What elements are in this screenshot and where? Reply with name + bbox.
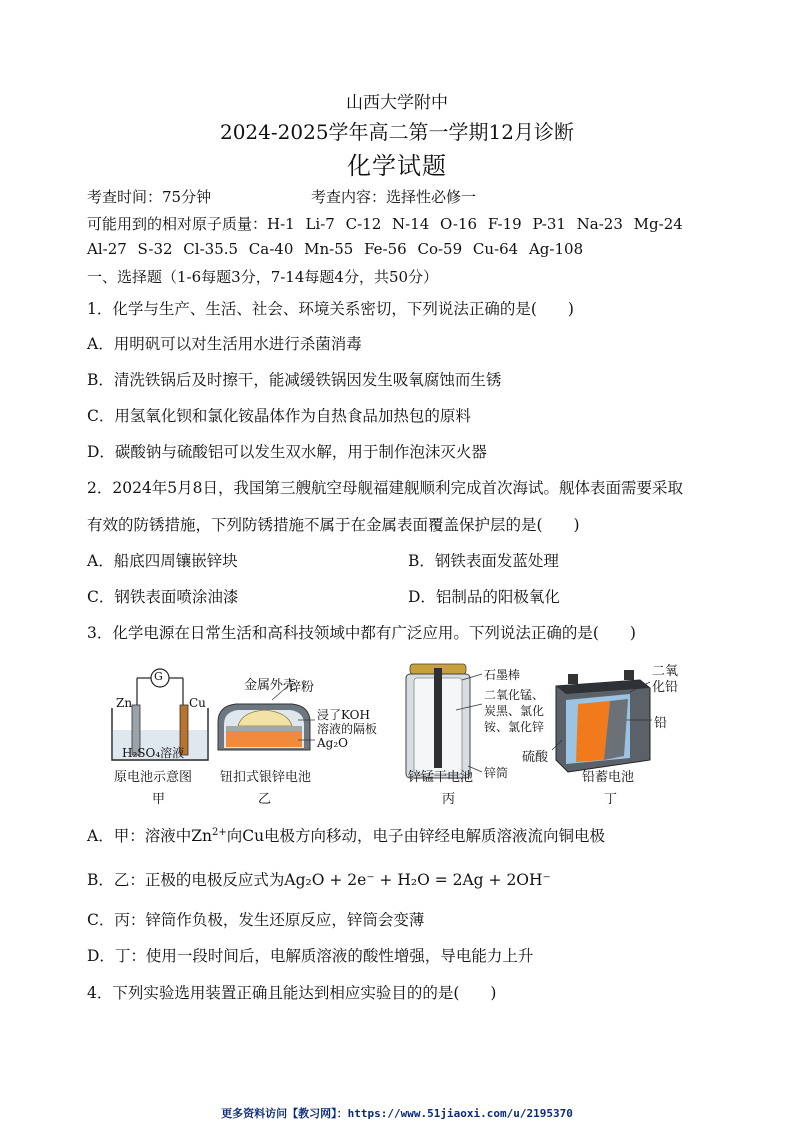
q1-stem: 1．化学与生产、生活、社会、环境关系密切，下列说法正确的是( ) (87, 300, 574, 318)
zn-electrode-label: Zn (116, 696, 133, 710)
q1-option-d: D．碳酸钠与硫酸铝可以发生双水解，用于制作泡沫灭火器 (87, 443, 487, 461)
cu-electrode-label: Cu (189, 696, 206, 710)
paste-label-line3: 铵、氯化锌 (484, 720, 545, 734)
graphite-rod-label: 石墨棒 (484, 668, 521, 682)
paste-label-line2: 炭黑、氯化 (484, 704, 545, 718)
tag-yi: 乙 (258, 792, 272, 807)
tag-bing: 丙 (442, 792, 456, 807)
footer-link[interactable]: 更多资料访问【教习网】：https://www.51jiaoxi.com/u/2195370 (221, 1107, 573, 1120)
pbo2-label-line2: 化铅 (652, 680, 679, 695)
exam-time: 考查时间：75分钟 (87, 188, 212, 206)
q2-option-c: C．钢铁表面喷涂油漆 (87, 588, 239, 606)
galvanometer-label: G (154, 670, 163, 683)
button-cell-diagram (218, 686, 315, 750)
caption-ding: 铅蓄电池 (582, 770, 635, 785)
h2so4-solution-label: H₂SO₄溶液 (122, 746, 185, 760)
electrode-equation: Ag₂O + 2e⁻ + H₂O = 2Ag + 2OH⁻ (284, 871, 551, 889)
school-name: 山西大学附中 (346, 93, 448, 113)
sulfuric-acid-label: 硫酸 (522, 750, 549, 765)
metal-shell-label: 金属外壳 (244, 678, 297, 693)
ag2o-layer-icon (226, 731, 302, 747)
q3-stem: 3．化学电源在日常生活和高科技领域中都有广泛应用。下列说法正确的是( ) (87, 624, 636, 642)
paste-label-line1: 二氧化锰、 (484, 688, 545, 702)
battery-diagrams (110, 660, 670, 810)
zinc-can-label: 锌筒 (484, 766, 509, 780)
q2-option-a: A．船底四周镶嵌锌块 (87, 552, 238, 570)
separator-label-line2: 溶液的隔板 (317, 722, 378, 736)
q2-option-b: B．钢铁表面发蓝处理 (408, 552, 559, 570)
q3-option-b: B．乙：正极的电极反应式为Ag₂O + 2e⁻ + H₂O = 2Ag + 2OH⁻ (87, 871, 551, 889)
q1-option-b: B．清洗铁锅后及时擦干，能减缓铁锅因发生吸氧腐蚀而生锈 (87, 371, 502, 389)
zinc-powder-label: 锌粉 (288, 680, 315, 695)
caption-jia: 原电池示意图 (114, 770, 193, 785)
q4-stem: 4．下列实验选用装置正确且能达到相应实验目的的是( ) (87, 984, 497, 1002)
q3-option-a: A．甲：溶液中$Zn^{2+}$向Cu电极方向移动，电子由锌经电解质溶液流向铜电极 (87, 826, 606, 845)
pbo2-label-line1: 二氧 (652, 664, 679, 679)
q3-option-c: C．丙：锌筒作负极，发生还原反应，锌筒会变薄 (87, 911, 425, 929)
dry-cell-diagram (406, 664, 482, 778)
q3-option-d: D．丁：使用一段时间后，电解质溶液的酸性增强，导电能力上升 (87, 947, 534, 965)
atomic-masses-line1: 可能用到的相对原子质量：H-1 Li-7 C-12 N-14 O-16 F-19 P-31 Na-23 Mg-24 (87, 215, 683, 233)
caption-bing: 锌锰干电池 (408, 770, 474, 785)
tag-jia: 甲 (152, 792, 166, 807)
atomic-masses-line2: Al-27 S-32 Cl-35.5 Ca-40 Mn-55 Fe-56 Co-59 Cu-64 Ag-108 (87, 240, 584, 258)
graphite-rod-icon (434, 668, 442, 768)
section-heading: 一、选择题（1-6每题3分，7-14每题4分，共50分） (87, 268, 439, 286)
exam-scope: 考查内容：选择性必修一 (311, 188, 477, 206)
subject-title: 化学试题 (347, 152, 447, 180)
lead-label: 铅 (654, 716, 668, 731)
q1-option-a: A．用明矾可以对生活用水进行杀菌消毒 (87, 335, 362, 353)
ag2o-label: Ag₂O (317, 736, 348, 750)
lead-acid-battery-diagram (552, 670, 652, 772)
q2-option-d: D．铝制品的阳极氧化 (408, 588, 560, 606)
q2-stem-line1: 2．2024年5月8日，我国第三艘航空母舰福建舰顺利完成首次海试。舰体表面需要采取 (87, 479, 684, 497)
q2-stem-line2: 有效的防锈措施，下列防锈措施不属于在金属表面覆盖保护层的是( ) (87, 516, 580, 534)
battery-figure (110, 660, 679, 810)
q1-option-c: C．用氢氧化钡和氯化铵晶体作为自热食品加热包的原料 (87, 407, 471, 425)
separator-label-line1: 浸了KOH (317, 708, 370, 722)
tag-ding: 丁 (604, 792, 618, 807)
exam-title: 2024-2025学年高二第一学期12月诊断 (219, 120, 574, 144)
caption-yi: 钮扣式银锌电池 (220, 770, 312, 785)
